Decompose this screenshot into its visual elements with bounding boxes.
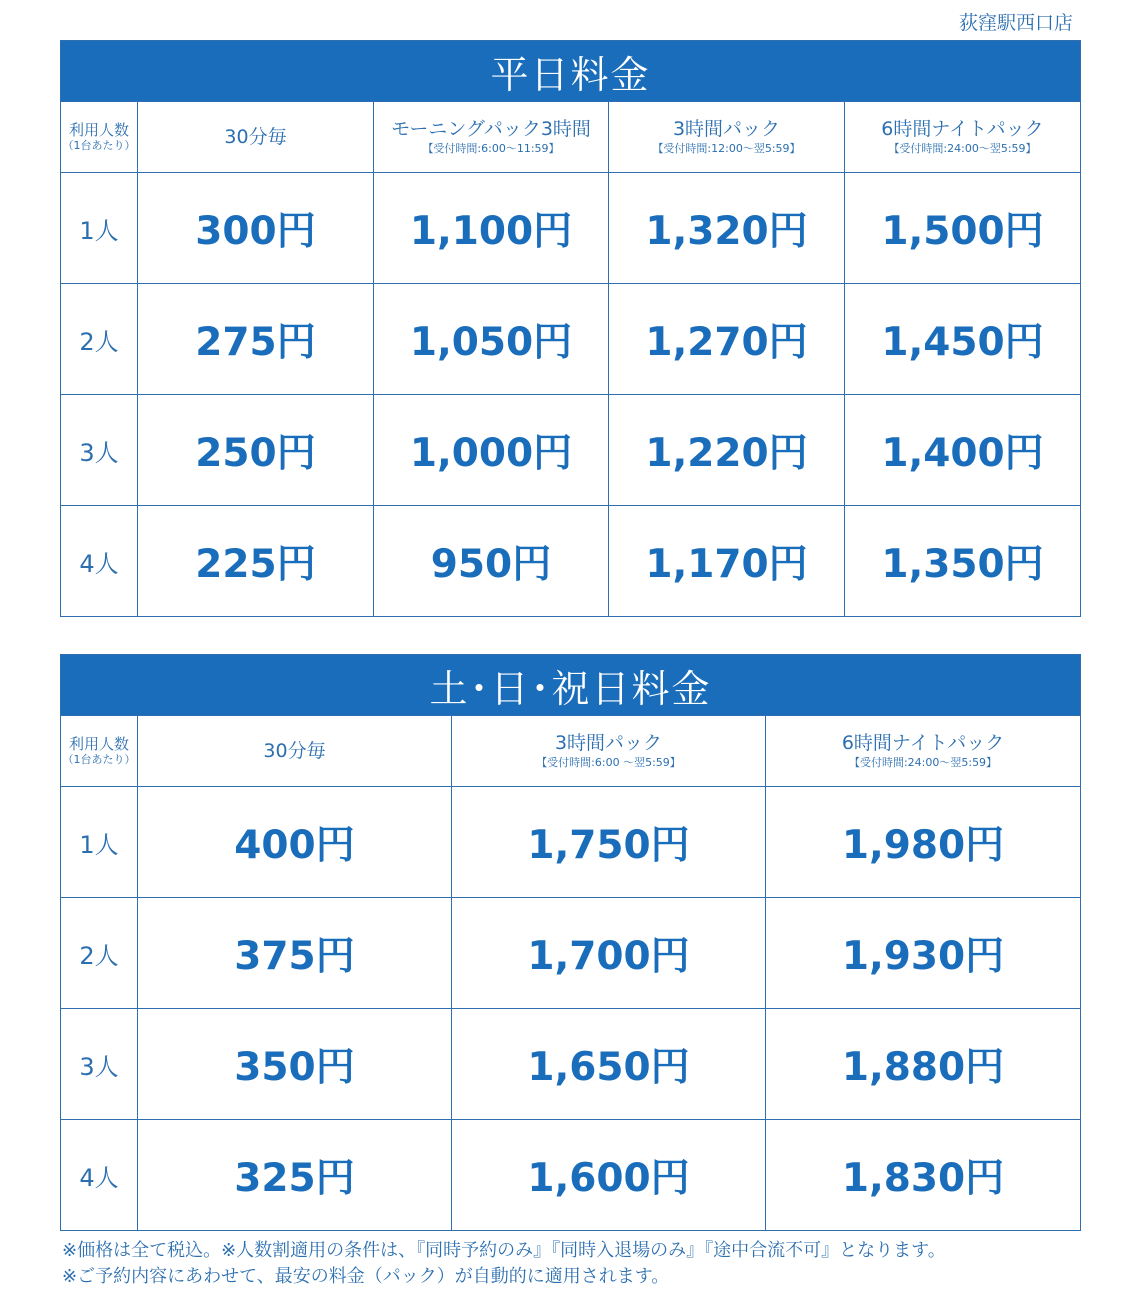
price-cell: 300円 xyxy=(138,173,374,284)
column-note: 【受付時間:6:00〜11:59】 xyxy=(422,142,560,155)
column-name: 3時間パック xyxy=(554,732,663,754)
price-cell: 1,100円 xyxy=(374,173,609,284)
price-cell: 1,830円 xyxy=(766,1120,1081,1231)
price-cell: 1,930円 xyxy=(766,898,1081,1009)
footnote-tax: ※価格は全て税込。※人数割適用の条件は、『同時予約のみ』『同時入退場のみ』『途中合流不可』となります。 xyxy=(62,1240,946,1261)
people-label: 利用人数 xyxy=(68,121,129,139)
price-cell: 325円 xyxy=(138,1120,452,1231)
column-name: 30分毎 xyxy=(224,126,287,148)
price-cell: 1,500円 xyxy=(845,173,1081,284)
price-cell: 1,220円 xyxy=(609,395,845,506)
people-label: 利用人数 xyxy=(68,735,129,753)
people-count: 1人 xyxy=(61,787,138,898)
price-cell: 225円 xyxy=(138,506,374,617)
price-cell: 1,650円 xyxy=(452,1009,766,1120)
people-count: 2人 xyxy=(61,898,138,1009)
price-cell: 1,350円 xyxy=(845,506,1081,617)
table-row xyxy=(61,898,1081,1009)
column-name: 30分毎 xyxy=(263,740,326,762)
column-header xyxy=(374,102,609,173)
price-cell: 1,400円 xyxy=(845,395,1081,506)
people-count: 3人 xyxy=(61,395,138,506)
column-header xyxy=(452,716,766,787)
people-count: 2人 xyxy=(61,284,138,395)
people-label-cell xyxy=(61,102,138,173)
column-header xyxy=(845,102,1081,173)
price-cell: 1,450円 xyxy=(845,284,1081,395)
footnote-pack: ※ご予約内容にあわせて、最安の料金（パック）が自動的に適用されます。 xyxy=(62,1266,670,1287)
table-row xyxy=(61,1120,1081,1231)
price-cell: 950円 xyxy=(374,506,609,617)
price-cell: 250円 xyxy=(138,395,374,506)
column-name: 6時間ナイトパック xyxy=(841,732,1005,754)
people-count: 1人 xyxy=(61,173,138,284)
table-row xyxy=(61,787,1081,898)
weekday-header-row xyxy=(61,102,1081,173)
holiday-title: 土･日･祝日料金 xyxy=(61,655,1081,716)
weekday-title: 平日料金 xyxy=(61,41,1081,102)
column-note: 【受付時間:24:00〜翌5:59】 xyxy=(888,142,1037,155)
price-cell: 1,750円 xyxy=(452,787,766,898)
column-name: 6時間ナイトパック xyxy=(881,118,1044,140)
price-cell: 1,880円 xyxy=(766,1009,1081,1120)
table-row xyxy=(61,506,1081,617)
people-label-cell xyxy=(61,716,138,787)
price-cell: 400円 xyxy=(138,787,452,898)
price-cell: 1,700円 xyxy=(452,898,766,1009)
holiday-header-row xyxy=(61,716,1081,787)
column-name: モーニングパック3時間 xyxy=(391,118,591,140)
price-cell: 350円 xyxy=(138,1009,452,1120)
price-cell: 275円 xyxy=(138,284,374,395)
price-cell: 1,170円 xyxy=(609,506,845,617)
price-cell: 375円 xyxy=(138,898,452,1009)
price-cell: 1,000円 xyxy=(374,395,609,506)
price-cell: 1,600円 xyxy=(452,1120,766,1231)
people-sublabel: （1台あたり） xyxy=(62,139,136,152)
price-cell: 1,320円 xyxy=(609,173,845,284)
price-cell: 1,270円 xyxy=(609,284,845,395)
people-count: 3人 xyxy=(61,1009,138,1120)
column-header xyxy=(138,716,452,787)
table-row xyxy=(61,395,1081,506)
store-name: 荻窪駅西口店 xyxy=(958,12,1073,34)
price-cell: 1,050円 xyxy=(374,284,609,395)
column-note: 【受付時間:12:00〜翌5:59】 xyxy=(652,142,801,155)
people-count: 4人 xyxy=(61,1120,138,1231)
column-note: 【受付時間:6:00 〜翌5:59】 xyxy=(536,756,681,769)
column-header xyxy=(766,716,1081,787)
price-cell: 1,980円 xyxy=(766,787,1081,898)
holiday-price-table xyxy=(60,654,1081,1231)
weekday-price-table xyxy=(60,40,1081,617)
table-row xyxy=(61,284,1081,395)
column-name: 3時間パック xyxy=(672,118,781,140)
people-count: 4人 xyxy=(61,506,138,617)
table-row xyxy=(61,173,1081,284)
column-note: 【受付時間:24:00〜翌5:59】 xyxy=(848,756,998,769)
column-header xyxy=(609,102,845,173)
people-sublabel: （1台あたり） xyxy=(62,753,136,766)
column-header xyxy=(138,102,374,173)
table-row xyxy=(61,1009,1081,1120)
